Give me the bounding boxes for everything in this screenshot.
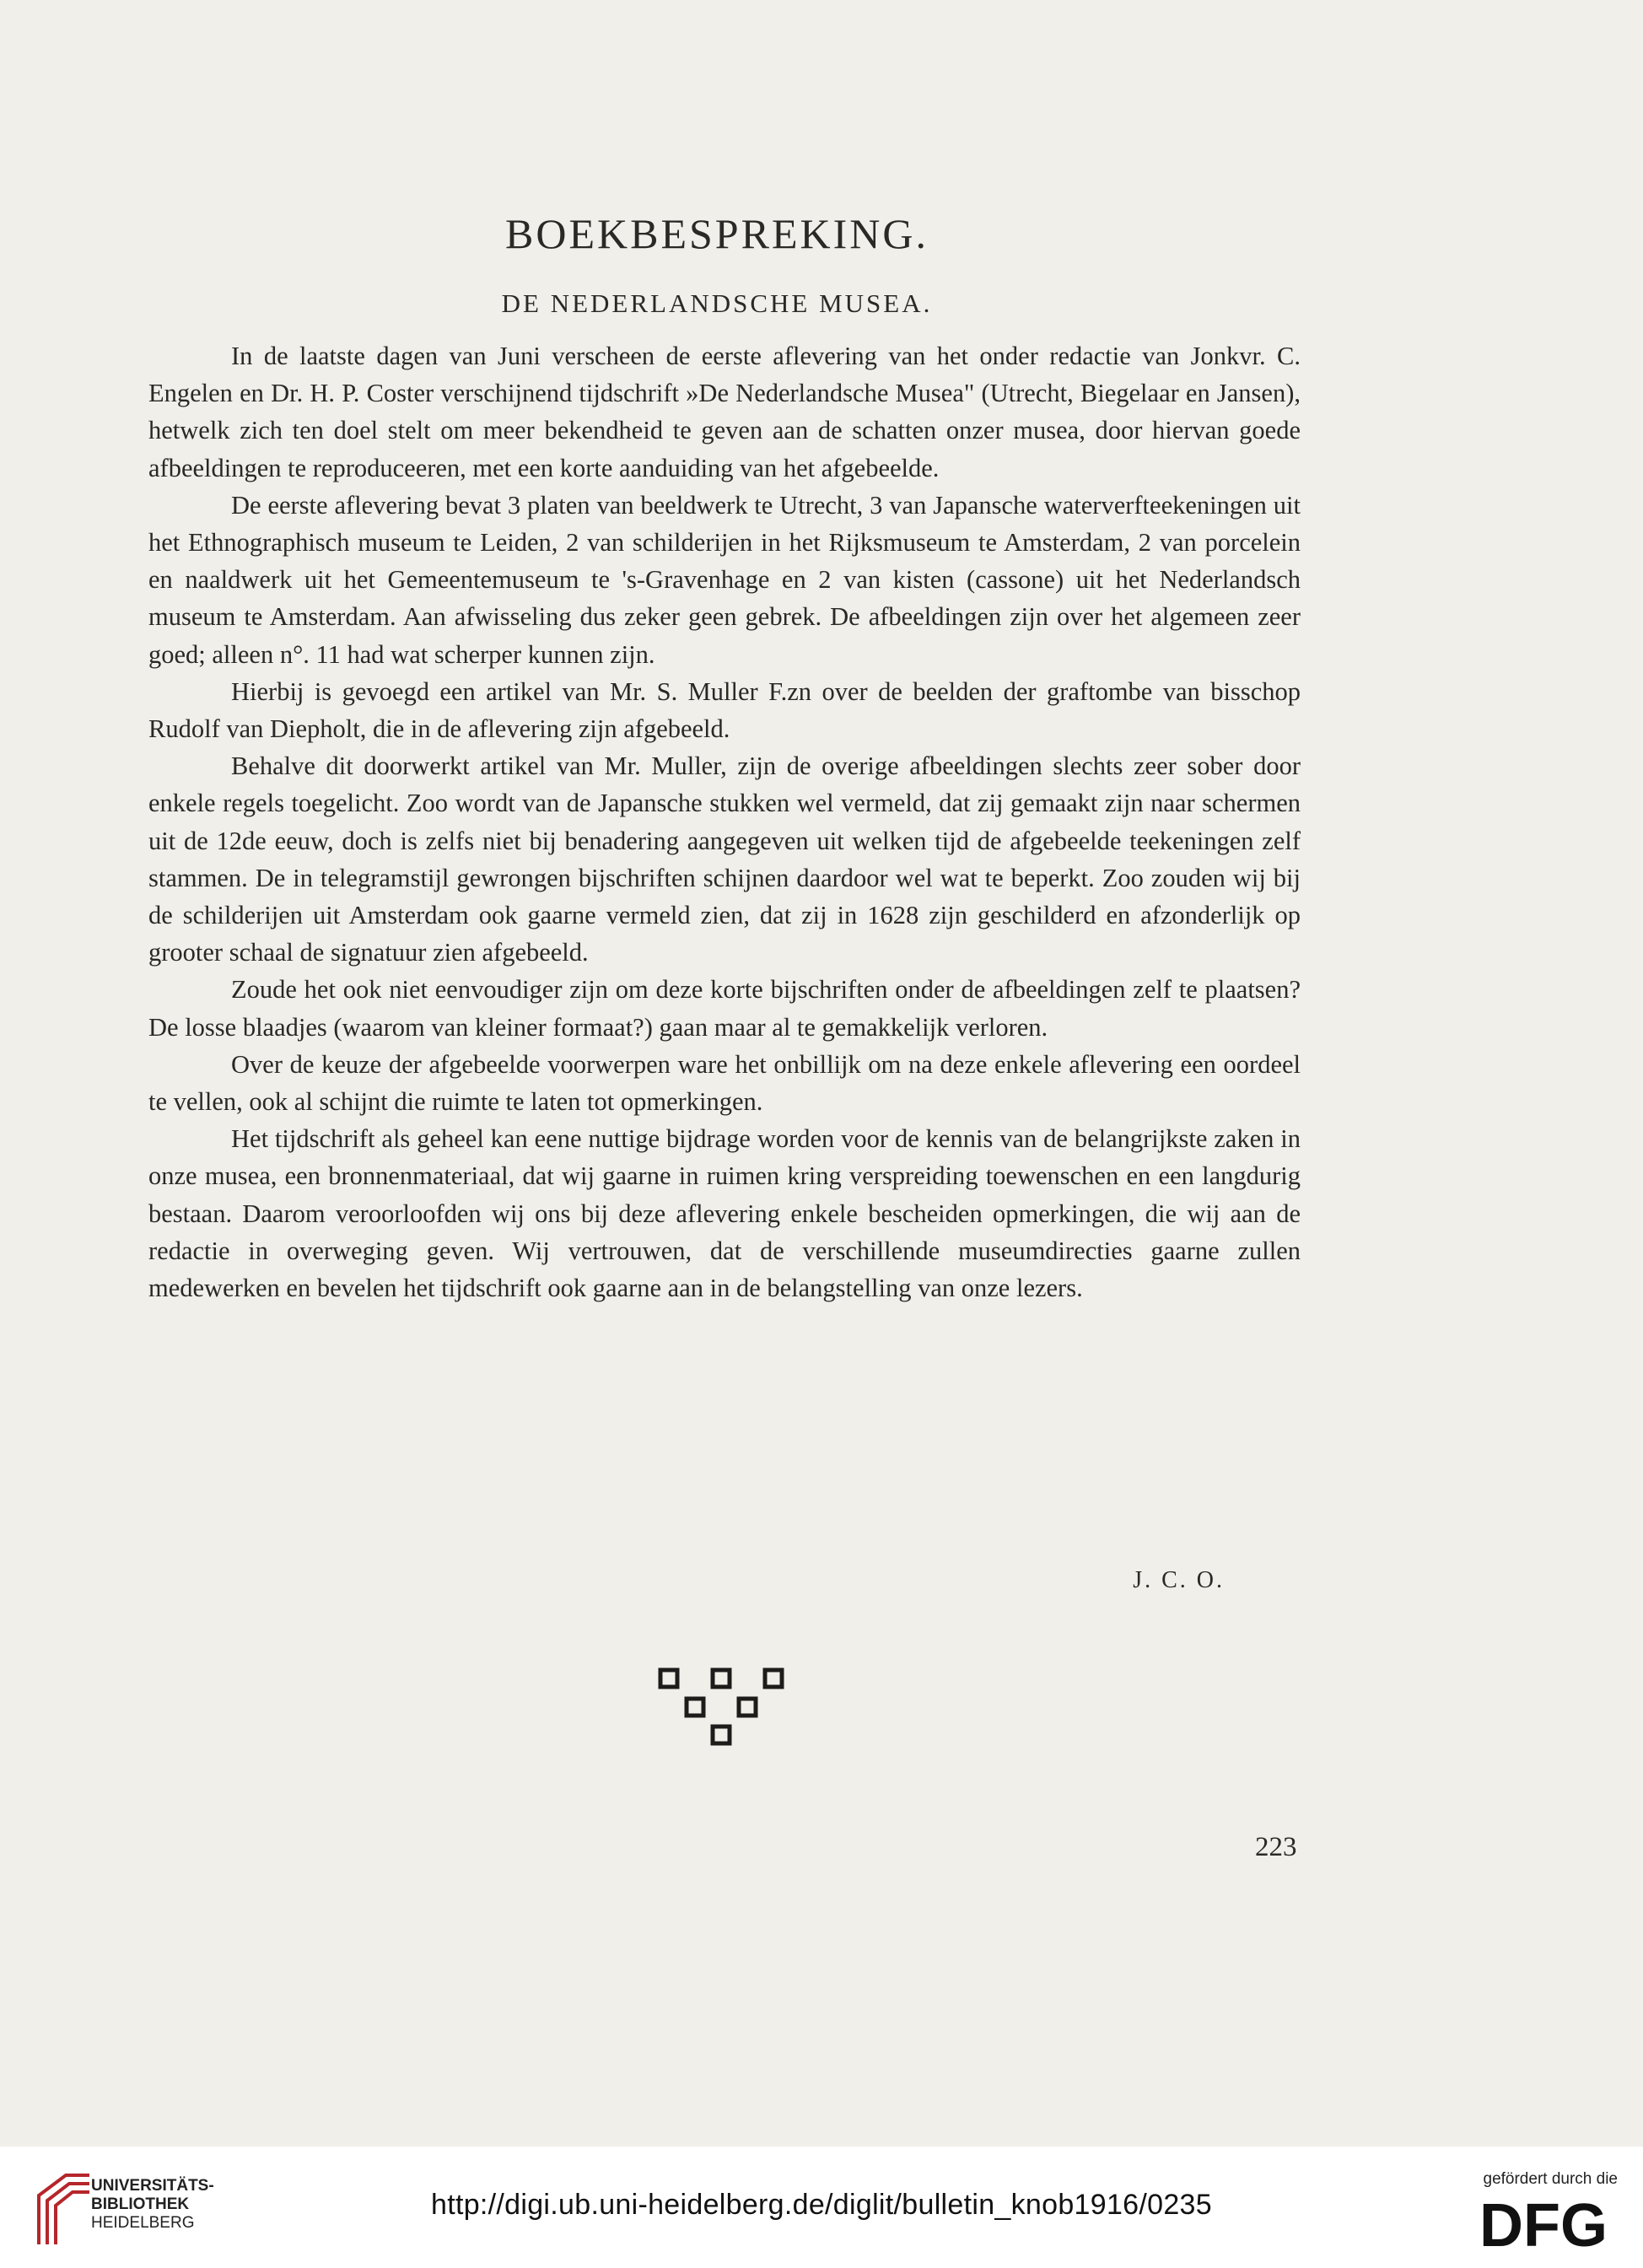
- paragraph-4: Behalve dit doorwerkt artikel van Mr. Muller, zijn de overige afbeeldingen slechts zeer sober door enkele regels toegelicht. Zoo wordt van de Japansche stukken wel vermeld, dat zij gemaakt zijn naar schermen uit de 12de eeuw, doch is zelfs niet bij benadering aangegeven uit welken tijd de afgebeelde teekeningen zelf stammen. De in telegramstijl gewrongen bijschriften schijnen daardoor wel wat te beperkt. Zoo zouden wij bij de schilderijen uit Amsterdam ook gaarne vermeld zien, dat zij in 1628 zijn geschilderd en afzonderlijk op grooter schaal de signatuur zien afgebeeld.: [148, 752, 1301, 967]
- page-number: 223: [1255, 1832, 1297, 1862]
- paragraph-5: Zoude het ook niet eenvoudiger zijn om deze korte bijschriften onder de afbeeldingen zelf te plaatsen? De losse blaadjes (waarom van kleiner formaat?) gaan maar al te gemakkelijk verloren.: [148, 975, 1301, 1042]
- article-subtitle: DE NEDERLANDSCHE MUSEA.: [501, 288, 933, 318]
- paragraph-7: Het tijdschrift als geheel kan eene nuttige bijdrage worden voor de kennis van de belangrijkste zaken in onze musea, een bronnenmateriaal, dat wij gaarne in ruimen kring verspreiding toewenschen en een langdurig bestaan. Daarom veroorloofden wij ons bij deze aflevering enkele bescheiden opmerkingen, die wij aan de redactie in overweging geven. Wij vertrouwen, dat de verschillende museumdirecties gaarne zullen medewerken en bevelen het tijdschrift ook gaarne aan in de belangstelling van onze lezers.: [148, 1124, 1301, 1303]
- library-name-line2: BIBLIOTHEK: [91, 2195, 190, 2213]
- library-name-line1: UNIVERSITÄTS-: [91, 2177, 214, 2195]
- author-initials: J. C. O.: [1133, 1567, 1225, 1593]
- paragraph-1: In de laatste dagen van Juni verscheen de eerste aflevering van het onder redactie van Jonkvr. C. Engelen en Dr. H. P. Coster verschijnend tijdschrift »De Nederlandsche Musea" (Utrecht, Biegelaar en Jansen), hetwelk zich ten doel stelt om meer bekendheid te geven aan de schatten onzer musea, door hiervan goede afbeeldingen te reproduceeren, met een korte aanduiding van het afgebeelde.: [148, 342, 1301, 482]
- digitization-footer: [0, 2147, 1643, 2268]
- article-body: [148, 337, 1301, 1306]
- square-ornament-icon: [658, 1667, 784, 1748]
- dfg-logo: [1468, 2194, 1619, 2253]
- paragraph-6: Over de keuze der afgebeelde voorwerpen ware het onbillijk om na deze enkele aflevering een oordeel te vellen, ook al schijnt die ruimte te laten tot opmerkingen.: [148, 1049, 1301, 1117]
- source-url-link[interactable]: http://digi.ub.uni-heidelberg.de/diglit/bulletin_knob1916/0235: [431, 2189, 1212, 2221]
- library-name-line3: HEIDELBERG: [91, 2214, 195, 2232]
- article-title: BOEKBESPREKING.: [505, 210, 929, 257]
- paragraph-3: Hierbij is gevoegd een artikel van Mr. S. Muller F.zn over de beelden der graftombe van bisschop Rudolf van Diepholt, die in de aflevering zijn afgebeeld.: [148, 676, 1301, 744]
- dfg-logo-text: DFG: [1479, 2194, 1608, 2253]
- funding-label: gefördert durch die: [1483, 2170, 1618, 2188]
- paragraph-2: De eerste aflevering bevat 3 platen van beeldwerk te Utrecht, 3 van Japansche waterverfteekeningen uit het Ethnographisch museum te Leiden, 2 van schilderijen in het Rijksmuseum te Amsterdam, 2 van porcelein en naaldwerk uit het Gemeentemuseum te 's-Gravenhage en 2 van kisten (cassone) uit het Nederlandsch museum te Amsterdam. Aan afwisseling dus zeker geen gebrek. De afbeeldingen zijn over het algemeen zeer goed; alleen n°. 11 had wat scherper kunnen zijn.: [148, 490, 1301, 669]
